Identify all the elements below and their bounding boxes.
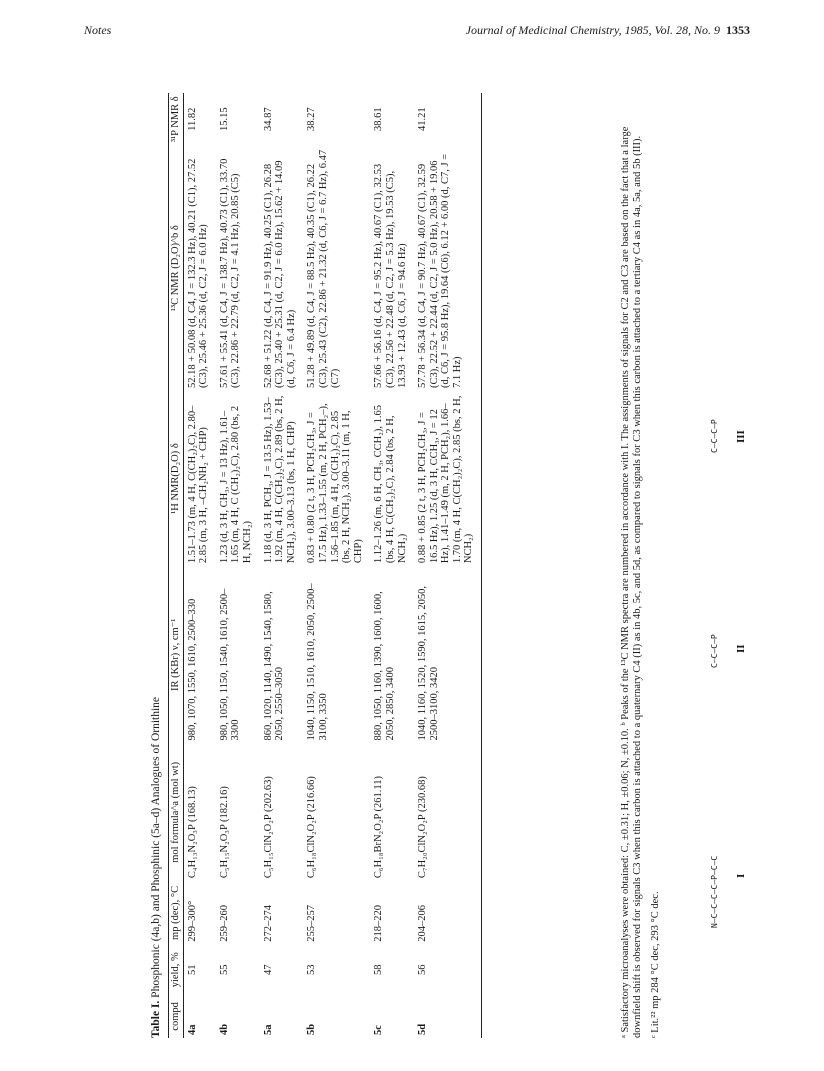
table-footnotes [620, 93, 662, 1038]
cell-ir: 1040, 1160, 1520, 1590, 1615, 2050, 2500–3100, 3420 [414, 566, 481, 743]
cell-formula: C₄H₁₃N₂O₃P (168.13) [186, 786, 198, 879]
structure-III-label: III [735, 430, 747, 443]
table-row [303, 93, 370, 1038]
cell-h1: 1.12–1.26 (m, 6 H, CH₃, CCH₂), 1.65 (bs, 4 H, C(CH₂)₂C), 2.84 (bs, 2 H, NCH₂) [373, 404, 408, 564]
cell-yield: 47 [262, 964, 274, 976]
col-header: ³¹P NMR δ [169, 93, 184, 145]
cell-formula: C₅H₁₅N₂O₃P (182.16) [218, 786, 230, 879]
table-caption-label: Table I. [150, 1000, 162, 1038]
cell-mp: 218–220 [373, 905, 385, 942]
cell-yield: 51 [186, 964, 198, 976]
cell-p31: 15.15 [218, 107, 230, 131]
col-header: mp (dec), °C [169, 881, 184, 945]
cell-c13: 51.28 + 49.89 (d, C4, J = 88.5 Hz), 40.35 (C1), 26.22 (C3), 25.43 (C2), 22.86 + 21.32 (d, C6, J = 6.7 Hz), 6.47 (C7) [306, 149, 341, 388]
cell-yield: 56 [414, 945, 481, 995]
footnote-c: ᶜ Lit.²² mp 284 °C dec, 293 °C dec. [650, 891, 661, 1038]
data-table [168, 93, 482, 1038]
table-row [183, 93, 216, 1038]
cell-p31: 34.87 [262, 107, 274, 131]
cell-h1: 0.88 + 0.85 (2 t, 3 H, PCH₂CH₃, J = 16.5 Hz), 1.25 (d, 3 H, CCH₃, J = 12 Hz), 1.41–1.49 (m, 2 H, PCH₂), 1.66–1.70 (m, 4 H, C(CH₂)₂C), 2.85 (bs, 2 H, NCH₂) [414, 391, 481, 566]
cell-formula: C₆H₁₈BrN₂O₂P (261.11) [373, 775, 385, 879]
table-row [370, 93, 414, 1038]
structure-I: N–C–C–C–C–P–C–C [710, 855, 719, 928]
cell-compd: 5a [262, 1024, 274, 1035]
cell-yield: 53 [306, 964, 318, 976]
cell-ir: 1040, 1150, 1510, 1610, 2050, 2500–3100, 3350 [306, 583, 329, 741]
cell-formula: C₆H₁₈ClN₂O₂P (216.66) [306, 776, 318, 879]
cell-mp: 299–300° [186, 900, 198, 942]
cell-yield: 55 [218, 964, 230, 976]
structure-II-label: II [735, 644, 747, 653]
page-number: 1353 [726, 23, 750, 37]
table-row [414, 93, 481, 1038]
cell-formula: C₇H₂₀ClN₂O₂P (230.68) [414, 744, 481, 882]
cell-p31: 41.21 [414, 93, 481, 145]
col-header: compd [169, 995, 184, 1038]
cell-p31: 11.82 [186, 107, 198, 131]
cell-h1: 0.83 + 0.80 (2 t, 3 H, PCH₂CH₃, J = 17.5 Hz), 1.33–1.55 (m, 2 H, PCH₂–), 1.56–1.85 (m, 4 H, C(CH₂)₂C), 2.85 (bs, 2 H, NCH₂), 3.00–3.11 (m, 1 H, CHP) [306, 403, 364, 564]
cell-compd: 5d [414, 995, 481, 1038]
cell-mp: 204–206 [414, 881, 481, 945]
cell-compd: 4a [186, 1024, 198, 1035]
cell-mp: 259–260 [218, 905, 230, 942]
cell-mp: 272–274 [262, 905, 274, 942]
cell-formula: C₅H₁₅ClN₂O₂P (202.63) [262, 776, 274, 879]
cell-mp: 255–257 [306, 905, 318, 942]
cell-ir: 860, 1020, 1140, 1490, 1540, 1580, 2050, 2550–3050 [262, 591, 286, 741]
table-row [260, 93, 304, 1038]
footnote-a-b: ᵃ Satisfactory microanalyses were obtained: C, ±0.31; H, ±0.06; N, ±0.10. ᵇ Peaks of the ¹³C NMR spectra are numbered in accordance with I. The assignments of signals for C2 and C3 are based on the fact that a large downfield shift is observed for signals C3 when this carbon is attached to a quaternary C4 (II) as in 4b, 5c, and 5d, as compared to signals for C3 when this carbon is attached to a tertiary C4 as in 4a, 5a, and 5b (III). [620, 126, 643, 1038]
table-row [216, 93, 260, 1038]
cell-compd: 5b [306, 1023, 318, 1035]
cell-p31: 38.61 [373, 107, 385, 131]
col-header: mol formula^a (mol wt) [169, 744, 184, 882]
structure-I-label: I [735, 873, 747, 878]
journal-citation: Journal of Medicinal Chemistry, 1985, Vol. 28, No. 9 [465, 23, 720, 37]
cell-ir: 980, 1050, 1150, 1540, 1610, 2500–3300 [218, 588, 242, 741]
cell-c13: 57.66 + 56.16 (d, C4, J = 95.2 Hz), 40.67 (C1), 32.53 (C3), 22.56 + 22.48 (d, C2, J = 5.3 Hz), 19.53 (C5), 13.93 + 12.43 (d, C6, J = 94.6 Hz) [373, 163, 408, 388]
cell-c13: 57.61 + 55.41 (d, C4, J = 138.7 Hz), 40.73 (C1), 33.70 (C3), 22.86 + 22.79 (d, C2, J = 4.1 Hz), 20.85 (C5) [218, 158, 242, 388]
cell-c13: 52.68 + 51.22 (d, C4, J = 91.9 Hz), 40.25 (C1), 26.28 (C3), 25.40 + 25.31 (d, C2, J = 6.0 Hz), 15.62 + 14.09 (d, C6, J = 6.4 Hz) [262, 160, 297, 388]
cell-yield: 58 [373, 964, 385, 976]
col-header: IR (KBr) ν, cm⁻¹ [169, 566, 184, 743]
running-head-left: Notes [84, 23, 112, 37]
structure-II: C–C–C–P [710, 634, 719, 668]
cell-c13: 52.18 + 50.08 (d, C4, J = 132.3 Hz), 40.21 (C1), 27.52 (C3), 25.46 + 25.36 (d, C2, J = 6.0 Hz) [186, 158, 210, 388]
cell-h1: 1.18 (d, 3 H, PCH₃, J = 13.5 Hz), 1.53–1.92 (m, 4 H, C(CH₂)₂C), 2.89 (bs, 2 H, NCH₂), 3.00–3.13 (bs, 1 H, CHP) [262, 395, 297, 564]
rotated-table-block [150, 93, 790, 1038]
table-header-row [169, 93, 184, 1038]
col-header: ¹³C NMR (D₂O)^b δ [169, 145, 184, 391]
cell-h1: 1.23 (d, 3 H, CH₃, J = 13 Hz), 1.61–1.65 (m, 4 H, C (CH₂)₂C), 2.80 (bs, 2 H, NCH₂) [218, 405, 253, 564]
cell-ir: 880, 1050, 1160, 1390, 1600, 1600, 2050, 2850, 3400 [373, 591, 396, 741]
table-caption-text: Phosphonic (4a,b) and Phosphinic (5a–d) Analogues of Ornithine [150, 696, 162, 998]
cell-ir: 980, 1070, 1550, 1610, 2500–330 [186, 598, 198, 741]
structure-III: C–C–C–P [710, 419, 719, 453]
cell-p31: 38.27 [306, 107, 318, 131]
cell-c13: 57.78 + 56.34 (d, C4, J = 90.7 Hz), 40.67 (C1), 32.59 (C3), 22.52 + 22.44 (d, C2, J = 5.0 Hz), 20.58 + 19.06 (d, C6, J = 95.8 Hz), 19.64 (C6), 6.12 + 6.00 (d, C7, J = 7.1 Hz) [414, 145, 481, 391]
running-head-right [466, 23, 750, 38]
col-header: yield, % [169, 945, 184, 995]
cell-compd: 4b [218, 1023, 230, 1035]
cell-h1: 1.51–1.73 (m, 4 H, C(CH₂)₂C), 2.80–2.85 (m, 3 H, –CH₂NH₂ + CHP) [186, 405, 210, 564]
cell-compd: 5c [373, 1025, 385, 1035]
table-caption [150, 697, 162, 1038]
col-header: ¹H NMR(D₂O) δ [169, 391, 184, 566]
